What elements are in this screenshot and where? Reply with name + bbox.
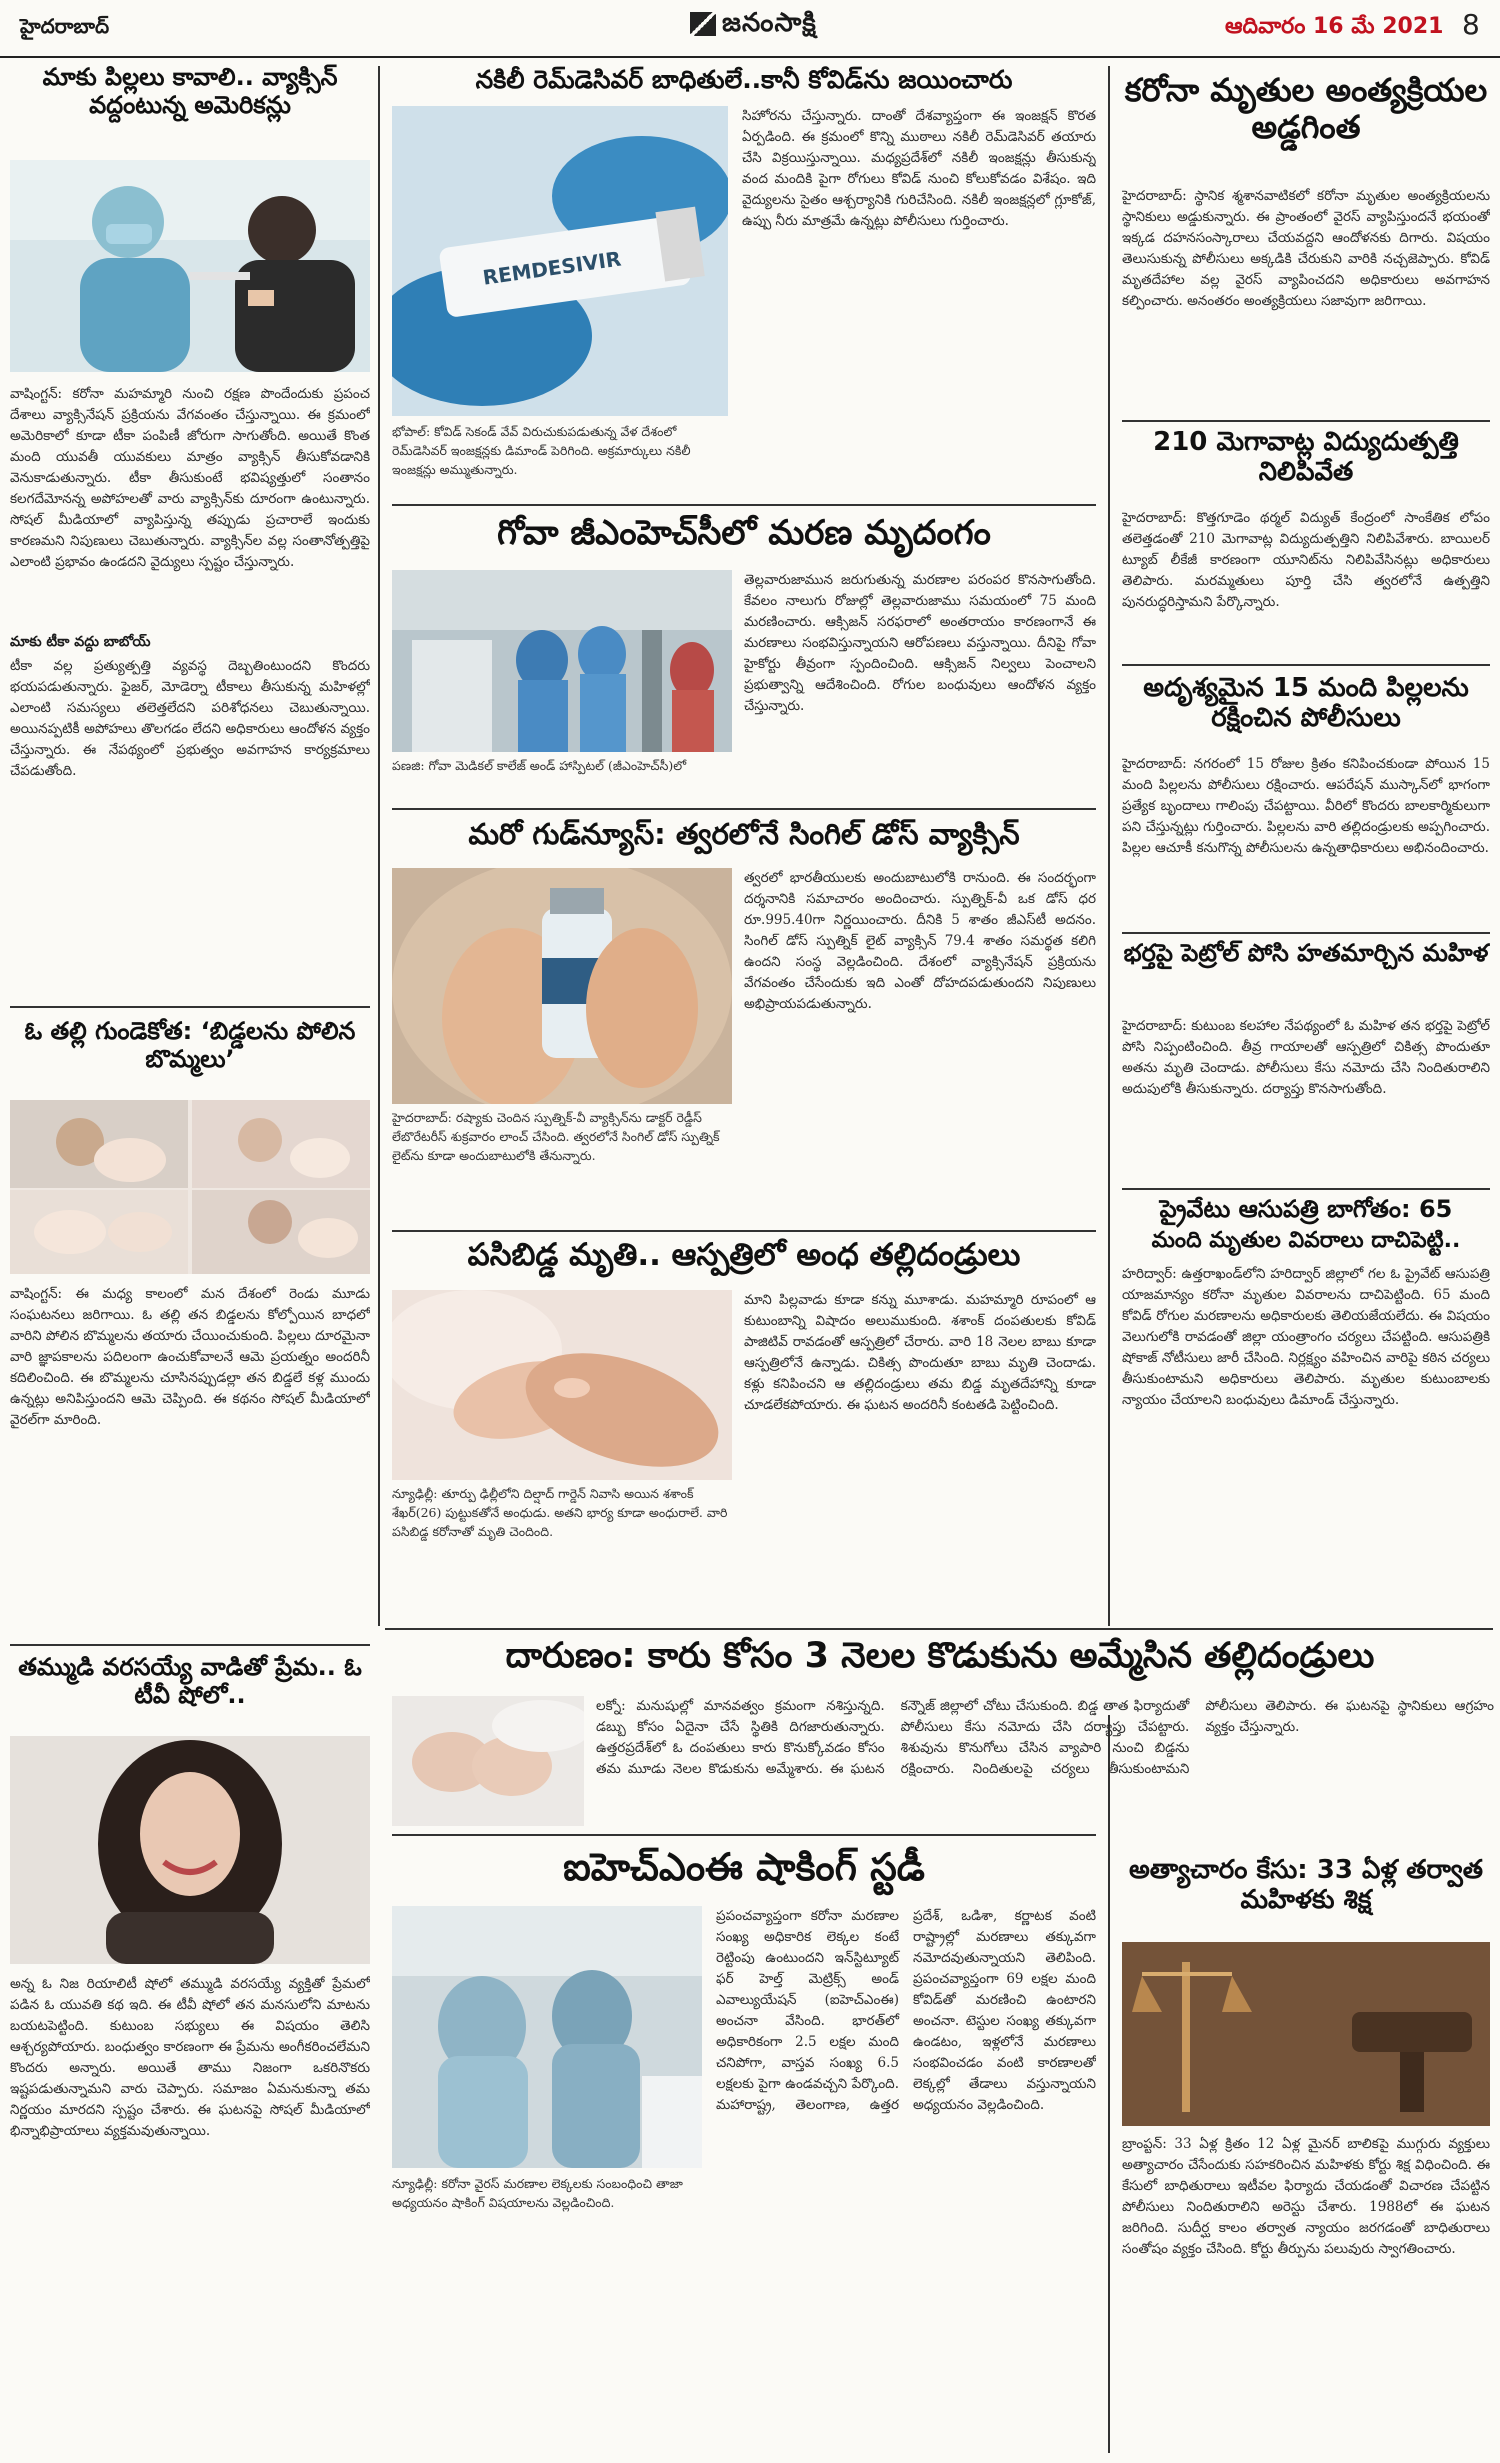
story-body: హరిద్వార్: ఉత్తరాఖండ్‌లోని హరిద్వార్ జిల్లాలో గల ఓ ప్రైవేట్ ఆసుపత్రి యాజమాన్యం కరోనా మృతుల వివరాలను దాచిపెట్టింది. 65 మంది కోవిడ్ రోగుల మరణాలను అధికారులకు తెలియజేయలేదు. ఈ విషయం వెలుగులోకి రావడంతో జిల్లా యంత్రాంగం చర్యలు చేపట్టింది. ఆసుపత్రికి షోకాజ్ నోటీసులు జారీ చేసింది. నిర్లక్ష్యం వహించిన వారిపై కఠిన చర్యలు తీసుకుంటామని అధికారులు తెలిపారు. మృతుల కుటుంబాలకు న్యాయం చేయాలని బంధువులు డిమాండ్ చేస్తున్నారు. <box>1122 1266 1490 1408</box>
story-photo-remdesivir <box>392 106 728 416</box>
story-body: లక్నో: మనుషుల్లో మానవత్వం క్రమంగా నశిస్తున్నది. డబ్బు కోసం ఏదైనా చేసే స్థితికి దిగజారుతున్నారు. ఉత్తరప్రదేశ్‌లో ఓ దంపతులు కారు కొనుక్కోవడం కోసం తమ మూడు నెలల కొడుకును అమ్మేశారు. ఈ ఘటన కన్నౌజ్ జిల్లాలో చోటు చేసుకుంది. బిడ్డ తాత ఫిర్యాదుతో పోలీసులు కేసు నమోదు చేసి దర్యాప్తు చేపట్టారు. శిశువును కొనుగోలు చేసిన వ్యాపారి నుంచి బిడ్డను రక్షించారు. నిందితులపై చర్యలు తీసుకుంటామని పోలీసులు తెలిపారు. ఈ ఘటనపై స్థానికులు ఆగ్రహం వ్యక్తం చేస్తున్నారు. <box>596 1698 1494 1777</box>
story-body: వాషింగ్టన్: ఈ మధ్య కాలంలో మన దేశంలో రెండు మూడు సంఘటనలు జరిగాయి. ఓ తల్లి తన బిడ్డలను కోల్పోయిన బాధలో వారిని పోలిన బొమ్మలను తయారు చేయించుకుంది. పిల్లలు దూరమైనా వారి జ్ఞాపకాలను పదిలంగా ఉంచుకోవాలనే ఆమె ప్రయత్నం అందరినీ కదిలించింది. ఈ బొమ్మలను చూసినప్పుడల్లా తన బిడ్డలే కళ్ల ముందు ఉన్నట్లు అనిపిస్తుందని ఆమె చెప్పింది. ఈ కథనం సోషల్ మీడియాలో వైరల్‌గా మారింది. <box>10 1286 370 1428</box>
story-body: మాని పిల్లవాడు కూడా కన్ను మూశాడు. మహమ్మారి రూపంలో ఆ కుటుంబాన్ని విషాదం అలుముకుంది. శశాంక్ దంపతులకు కోవిడ్ పాజిటివ్ రావడంతో ఆస్పత్రిలో చేరారు. వారి 18 నెలల బాబు కూడా ఆస్పత్రిలోనే ఉన్నాడు. చికిత్స పొందుతూ బాబు మృతి చెందాడు. కళ్లు కనిపించని ఆ తల్లిదండ్రులు తమ బిడ్డ మృతదేహాన్ని కూడా చూడలేకపోయారు. ఈ ఘటన అందరినీ కంటతడి పెట్టించింది. <box>744 1292 1096 1413</box>
story-headline: ఐహెచ్ఎంఈ షాకింగ్ స్టడీ <box>563 1845 925 1889</box>
story-photo-justice-statue <box>1122 1942 1490 2126</box>
story-headline: అత్యాచారం కేసు: 33 ఏళ్ల తర్వాత మహిళకు శిక్ష <box>1129 1855 1483 1915</box>
story-body: బ్రాంప్టన్: 33 ఏళ్ల క్రితం 12 ఏళ్ల మైనర్ బాలికపై ముగ్గురు వ్యక్తులు అత్యాచారం చేసేందుకు సహకరించిన మహిళకు కోర్టు శిక్ష విధించింది. ఈ కేసులో బాధితురాలు ఇటీవల ఫిర్యాదు చేయడంతో విచారణ చేపట్టిన పోలీసులు నిందితురాలిని అరెస్టు చేశారు. 1988లో ఈ ఘటన జరిగింది. సుదీర్ఘ కాలం తర్వాత న్యాయం జరగడంతో బాధితురాలు సంతోషం వ్యక్తం చేసింది. కోర్టు తీర్పును పలువురు స్వాగతించారు. <box>1122 2136 1490 2257</box>
story-headline: 210 మెగావాట్ల విద్యుదుత్పత్తి నిలిపివేత <box>1153 427 1459 487</box>
story-headline: దారుణం: కారు కోసం 3 నెలల కొడుకును అమ్మేసిన తల్లిదండ్రులు <box>505 1636 1375 1676</box>
issue-date: ఆదివారం 16 మే 2021 <box>1225 14 1444 39</box>
story-divider <box>10 1006 370 1008</box>
story-headline: మాకు పిల్లలు కావాలి.. వ్యాక్సిన్ వద్దంటున్న అమెరికన్లు <box>42 63 338 119</box>
logo-mark-icon <box>690 12 716 36</box>
story-body: అన్న ఓ నిజ రియాలిటీ షోలో తమ్ముడి వరసయ్యే వ్యక్తితో ప్రేమలో పడిన ఓ యువతి కథ ఇది. ఈ టీవీ షోలో తన మనసులోని మాటను బయటపెట్టింది. కుటుంబ సభ్యులు ఈ విషయం తెలిసి ఆశ్చర్యపోయారు. బంధుత్వం కారణంగా ఈ ప్రేమను అంగీకరించలేమని కొందరు అన్నారు. అయితే తాము నిజంగా ఒకరినొకరు ఇష్టపడుతున్నామని వారు చెప్పారు. సమాజం ఏమనుకున్నా తమ నిర్ణయం మారదని స్పష్టం చేశారు. ఈ ఘటనపై సోషల్ మీడియాలో భిన్నాభిప్రాయాలు వ్యక్తమవుతున్నాయి. <box>10 1976 370 2139</box>
story-subheadline: మంది మృతుల వివరాలు దాచిపెట్టి.. <box>1151 1228 1461 1253</box>
story-photo-woman <box>10 1736 370 1964</box>
story-divider <box>392 808 1096 810</box>
center-column <box>392 62 1096 1622</box>
story-body: హైదరాబాద్: కుటుంబ కలహాల నేపథ్యంలో ఓ మహిళ తన భర్తపై పెట్రోల్ పోసి నిప్పంటించింది. తీవ్ర గాయాలతో ఆస్పత్రిలో చికిత్స పొందుతూ అతను మృతి చెందాడు. పోలీసులు కేసు నమోదు చేసి నిందితురాలిని అదుపులోకి తీసుకున్నారు. దర్యాప్తు కొనసాగుతోంది. <box>1122 1018 1490 1097</box>
story-body: హైదరాబాద్: కొత్తగూడెం థర్మల్ విద్యుత్ కేంద్రంలో సాంకేతిక లోపం తలెత్తడంతో 210 మెగావాట్ల విద్యుదుత్పత్తిని నిలిపివేశారు. బాయిలర్ ట్యూబ్ లీకేజీ కారణంగా యూనిట్‌ను నిలిపివేసినట్లు అధికారులు తెలిపారు. మరమ్మతులు పూర్తి చేసి త్వరలోనే ఉత్పత్తిని పునరుద్ధరిస్తామని పేర్కొన్నారు. <box>1122 510 1490 610</box>
logo-text: జనంసాక్షి <box>722 8 817 38</box>
story-body: సిహోరను చేస్తున్నారు. దాంతో దేశవ్యాప్తంగా ఈ ఇంజక్షన్ కొరత ఏర్పడింది. ఈ క్రమంలో కొన్ని ముఠాలు నకిలీ రెమ్‌డెసివర్ తయారు చేసి విక్రయిస్తున్నాయి. మధ్యప్రదేశ్‌లో నకిలీ ఇంజక్షన్లు తీసుకున్న వంద మందికి పైగా రోగులు కోవిడ్ నుంచి కోలుకోవడం విశేషం. ఇది వైద్యులను సైతం ఆశ్చర్యానికి గురిచేసింది. నకిలీ ఇంజక్షన్లలో గ్లూకోజ్, ఉప్పు నీరు మాత్రమే ఉన్నట్లు పోలీసులు గుర్తించారు. <box>742 108 1096 229</box>
story-photo-vaccination <box>10 160 370 372</box>
story-body: హైదరాబాద్: నగరంలో 15 రోజుల క్రితం కనిపించకుండా పోయిన 15 మంది పిల్లలను పోలీసులు రక్షించారు. ఆపరేషన్ ముస్కాన్‌లో భాగంగా ప్రత్యేక బృందాలు గాలింపు చేపట్టాయి. వీరిలో కొందరు బాలకార్మికులుగా పని చేస్తున్నట్లు గుర్తించారు. పిల్లలను వారి తల్లిదండ్రులకు అప్పగించారు. పిల్లల ఆచూకీ కనుగొన్న పోలీసులను ఉన్నతాధికారులు అభినందించారు. <box>1122 756 1490 856</box>
left-column <box>10 62 370 2457</box>
story-photo-hospital-ward <box>392 570 732 752</box>
photo-caption: న్యూఢిల్లీ: కరోనా వైరస్ మరణాల లెక్కలకు సంబంధించి తాజా అధ్యయనం షాకింగ్ విషయాలను వెల్లడించింది. <box>392 2176 683 2210</box>
page-number: 8 <box>1462 8 1480 41</box>
story-subhead: మాకు టీకా వద్దు బాబోయ్ <box>10 634 151 650</box>
story-photo-infant-hand <box>392 1290 732 1480</box>
story-headline: ప్రైవేటు ఆసుపత్రి బాగోతం: 65 <box>1159 1195 1453 1223</box>
story-photo-vaccine-vial <box>392 868 732 1104</box>
newspaper-logo <box>690 8 817 44</box>
story-photo-dolls <box>10 1100 370 1274</box>
story-divider <box>392 1230 1096 1232</box>
story-photo-icu <box>392 1906 702 2168</box>
story-body: త్వరలో భారతీయులకు అందుబాటులోకి రానుంది. ఈ సందర్భంగా దర్శనానికి సమాచారం అందించారు. స్పుత్నిక్-వీ ఒక డోస్ ధర రూ.995.40గా నిర్ణయించారు. దీనికి 5 శాతం జీఎస్‌టీ అదనం. సింగిల్ డోస్ స్పుత్నిక్ లైట్ వ్యాక్సిన్ 79.4 శాతం సమర్థత కలిగి ఉందని సంస్థ వెల్లడించింది. దేశంలో వ్యాక్సినేషన్ ప్రక్రియను వేగవంతం చేసేందుకు ఇది ఎంతో దోహదపడుతుందని నిపుణులు అభిప్రాయపడుతున్నారు. <box>744 870 1096 1012</box>
story-divider <box>1122 932 1490 934</box>
section-rule <box>385 1628 1493 1630</box>
story-headline: తమ్ముడి వరసయ్యే వాడితో ప్రేమ.. ఓ టీవీ షోలో.. <box>18 1653 362 1709</box>
story-headline: గోవా జీఎంహెచ్‌సీలో మరణ మృదంగం <box>497 513 991 553</box>
column-rule <box>378 66 380 1626</box>
story-headline: ఓ తల్లి గుండెకోత: ‘బిడ్డలను పోలిన బొమ్మలు’ <box>24 1017 356 1073</box>
story-headline: నకిలీ రెమ్‌డెసివర్ బాధితులే..కానీ కోవిడ్‌ను జయించారు <box>475 65 1013 94</box>
story-body: ప్రపంచవ్యాప్తంగా కరోనా మరణాల సంఖ్య అధికారిక లెక్కల కంటే రెట్టింపు ఉంటుందని ఇన్‌స్టిట్యూట్ ఫర్ హెల్త్ మెట్రిక్స్ అండ్ ఎవాల్యుయేషన్ (ఐహెచ్ఎంఈ) అంచనా వేసింది. భారత్‌లో అధికారికంగా 2.5 లక్షల మంది చనిపోగా, వాస్తవ సంఖ్య 6.5 లక్షలకు పైగా ఉండవచ్చని పేర్కొంది. మహారాష్ట్ర, తెలంగాణ, ఉత్తర ప్రదేశ్, ఒడిశా, కర్ణాటక వంటి రాష్ట్రాల్లో మరణాలు తక్కువగా నమోదవుతున్నాయని తెలిపింది. ప్రపంచవ్యాప్తంగా 69 లక్షల మంది కోవిడ్‌తో మరణించి ఉంటారని అంచనా. టెస్టుల సంఖ్య తక్కువగా ఉండటం, ఇళ్లలోనే మరణాలు సంభవించడం వంటి కారణాలతో లెక్కల్లో తేడాలు వస్తున్నాయని అధ్యయనం వెల్లడించింది. <box>716 1908 1096 2113</box>
story-divider <box>1122 420 1490 422</box>
story-headline: అదృశ్యమైన 15 మంది పిల్లలను రక్షించిన పోలీసులు <box>1143 673 1469 733</box>
story-headline: మరో గుడ్‌న్యూస్: త్వరలోనే సింగిల్ డోస్ వ్యాక్సిన్ <box>468 817 1020 851</box>
story-body-continued: టీకా వల్ల ప్రత్యుత్పత్తి వ్యవస్థ దెబ్బతింటుందని కొందరు భయపడుతున్నారు. ఫైజర్, మోడెర్నా టీకాలు తీసుకున్న మహిళల్లో ఎలాంటి సమస్యలు తలెత్తలేదని పరిశోధనలు చెబుతున్నాయి. అయినప్పటికీ అపోహలు తొలగడం లేదని అధికారులు ఆందోళన వ్యక్తం చేస్తున్నారు. ఈ నేపథ్యంలో ప్రభుత్వం అవగాహన కార్యక్రమాలు చేపడుతోంది. <box>10 658 370 779</box>
photo-caption: హైదరాబాద్: రష్యాకు చెందిన స్పుత్నిక్-వీ వ్యాక్సిన్‌ను డాక్టర్ రెడ్డీస్ లేబొరేటరీస్ శుక్రవారం లాంచ్ చేసింది. త్వరలోనే సింగిల్ డోస్ స్పుత్నిక్ లైట్‌ను కూడా అందుబాటులోకి తేనున్నారు. <box>392 1110 720 1163</box>
photo-caption: భోపాల్: కోవిడ్ సెకండ్ వేవ్ విరుచుకుపడుతున్న వేళ దేశంలో రెమ్‌డెసివర్ ఇంజక్షన్లకు డిమాండ్ పెరిగింది. అక్రమార్కులు నకిలీ ఇంజక్షన్లు అమ్ముతున్నారు. <box>392 424 691 477</box>
story-headline: పసిబిడ్డ మృతి.. ఆస్పత్రిలో అంధ తల్లిదండ్రులు <box>467 1237 1021 1273</box>
story-divider <box>392 1834 1096 1836</box>
story-photo-baby-feet <box>392 1696 584 1826</box>
story-divider <box>1122 1188 1490 1190</box>
story-divider <box>10 1644 370 1646</box>
right-column <box>1122 62 1490 1622</box>
photo-caption: పణజి: గోవా మెడికల్ కాలేజ్ అండ్ హాస్పిటల్ (జీఎంహెచ్‌సీ)లో <box>392 758 687 773</box>
photo-caption: న్యూఢిల్లీ: తూర్పు ఢిల్లీలోని దిల్షాద్ గార్డెన్ నివాసి అయిన శశాంక్ శేఖర్(26) పుట్టుకతోనే అంధుడు. అతని భార్య కూడా అంధురాలే. వారి పసిబిడ్డ కరోనాతో మృతి చెందింది. <box>392 1486 728 1539</box>
story-body: తెల్లవారుజామున జరుగుతున్న మరణాల పరంపర కొనసాగుతోంది. కేవలం నాలుగు రోజుల్లో తెల్లవారుజాము సమయంలో 75 మంది మరణించారు. ఆక్సిజన్ సరఫరాలో అంతరాయం కారణంగానే ఈ మరణాలు సంభవిస్తున్నాయని ఆరోపణలు వస్తున్నాయి. దీనిపై గోవా హైకోర్టు తీవ్రంగా స్పందించింది. ఆక్సిజన్ నిల్వలు పెంచాలని ప్రభుత్వాన్ని ఆదేశించింది. రోగుల బంధువులు ఆందోళన వ్యక్తం చేస్తున్నారు. <box>744 572 1096 714</box>
column-rule <box>1108 66 1110 1626</box>
masthead <box>0 0 1500 58</box>
story-body: వాషింగ్టన్: కరోనా మహమ్మారి నుంచి రక్షణ పొందేందుకు ప్రపంచ దేశాలు వ్యాక్సినేషన్ ప్రక్రియను వేగవంతం చేస్తున్నాయి. ఈ క్రమంలో అమెరికాలో కూడా టీకా పంపిణీ జోరుగా సాగుతోంది. అయితే కొంత మంది యువతీ యువకులు మాత్రం వ్యాక్సిన్ తీసుకోవడానికి వెనుకాడుతున్నారు. టీకా తీసుకుంటే భవిష్యత్తులో సంతానం కలగదేమోనన్న అపోహలతో వారు వ్యాక్సిన్‌కు దూరంగా ఉంటున్నారు. సోషల్ మీడియాలో వ్యాపిస్తున్న తప్పుడు ప్రచారాలే ఇందుకు కారణమని నిపుణులు చెబుతున్నారు. వ్యాక్సిన్‌ల వల్ల సంతానోత్పత్తిపై ఎలాంటి ప్రభావం ఉండదని వైద్యులు స్పష్టం చేస్తున్నారు. <box>10 386 370 570</box>
vial-label: REMDESIVIR <box>481 246 623 290</box>
story-divider <box>1122 664 1490 666</box>
story-body: హైదరాబాద్: స్థానిక శ్మశానవాటికలో కరోనా మృతుల అంత్యక్రియలను స్థానికులు అడ్డుకున్నారు. ఈ ప్రాంతంలో వైరస్ వ్యాపిస్తుందనే భయంతో ఇక్కడ దహనసంస్కారాలు చేయవద్దని ఆందోళనకు దిగారు. విషయం తెలుసుకున్న పోలీసులు అక్కడికి చేరుకుని వారికి నచ్చజెప్పారు. కోవిడ్ మృతదేహాల వల్ల వైరస్ వ్యాపించదని అధికారులు అవగాహన కల్పించారు. అనంతరం అంత్యక్రియలు సజావుగా జరిగాయి. <box>1122 188 1490 309</box>
story-headline: భర్తపై పెట్రోల్ పోసి హతమార్చిన మహిళ <box>1123 939 1489 967</box>
story-divider <box>392 504 1096 506</box>
story-headline: కరోనా మృతుల అంత్యక్రియల అడ్డగింత <box>1124 71 1488 146</box>
masthead-city: హైదరాబాద్ <box>20 14 110 38</box>
